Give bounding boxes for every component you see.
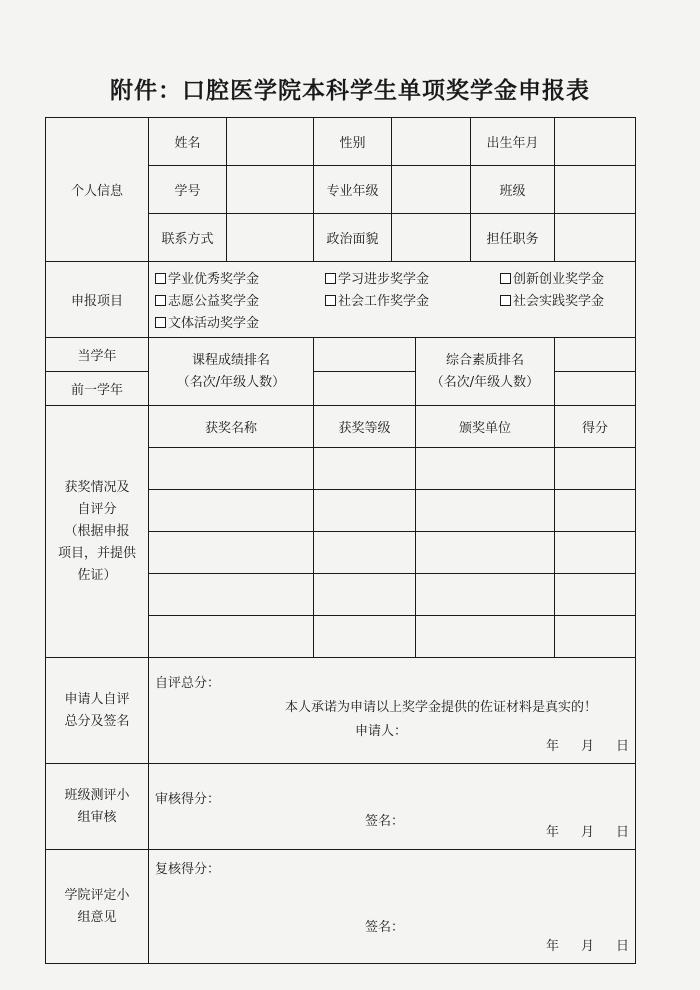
award-name-header: 获奖名称 bbox=[149, 406, 314, 448]
form-title: 附件：口腔医学院本科学生单项奖学金申报表 bbox=[110, 78, 590, 104]
major-grade-field[interactable] bbox=[392, 166, 471, 214]
projects-section-label: 申报项目 bbox=[46, 262, 149, 338]
gender-label: 性别 bbox=[314, 118, 392, 166]
class-field[interactable] bbox=[555, 166, 636, 214]
current-year-label: 当学年 bbox=[46, 338, 149, 372]
award-issuer-cell[interactable] bbox=[416, 448, 555, 490]
project-option[interactable] bbox=[155, 268, 325, 287]
applicant-section-label: 申请人自评 总分及签名 bbox=[46, 658, 149, 764]
project-option[interactable] bbox=[155, 290, 325, 309]
award-issuer-cell[interactable] bbox=[416, 574, 555, 616]
project-option-label: 学业优秀奖学金 bbox=[168, 272, 260, 287]
award-score-header: 得分 bbox=[555, 406, 636, 448]
award-name-cell[interactable] bbox=[149, 448, 314, 490]
checkbox-icon[interactable] bbox=[500, 295, 511, 306]
project-option-label: 创新创业奖学金 bbox=[513, 272, 605, 287]
award-score-cell[interactable] bbox=[555, 574, 636, 616]
award-name-cell[interactable] bbox=[149, 490, 314, 532]
project-option-label: 学习进步奖学金 bbox=[338, 272, 430, 287]
award-level-cell[interactable] bbox=[314, 448, 416, 490]
project-option[interactable] bbox=[500, 290, 629, 309]
college-review-section-label: 学院评定小 组意见 bbox=[46, 850, 149, 964]
college-review-sign-label[interactable]: 签名： bbox=[365, 920, 405, 935]
course-rank-current-field[interactable] bbox=[314, 338, 416, 372]
course-rank-prev-field[interactable] bbox=[314, 372, 416, 406]
class-review-sign-label[interactable]: 签名： bbox=[365, 814, 405, 829]
quality-rank-title: 综合素质排名 bbox=[445, 352, 524, 368]
college-review-date[interactable]: 年 月 日 bbox=[545, 939, 629, 954]
position-label: 担任职务 bbox=[471, 214, 555, 262]
contact-field[interactable] bbox=[227, 214, 314, 262]
awards-section-label: 获奖情况及 自评分 （根据申报 项目，并提供 佐证） bbox=[46, 406, 149, 658]
award-score-cell[interactable] bbox=[555, 448, 636, 490]
award-level-cell[interactable] bbox=[314, 490, 416, 532]
political-label: 政治面貌 bbox=[314, 214, 392, 262]
project-option-label: 文体活动奖学金 bbox=[168, 316, 260, 331]
project-option-label: 社会实践奖学金 bbox=[513, 294, 605, 309]
award-name-cell[interactable] bbox=[149, 616, 314, 658]
award-level-cell[interactable] bbox=[314, 616, 416, 658]
student-id-label: 学号 bbox=[149, 166, 227, 214]
checkbox-icon[interactable] bbox=[155, 273, 166, 284]
project-option[interactable] bbox=[325, 290, 500, 309]
quality-rank-current-field[interactable] bbox=[555, 338, 636, 372]
award-level-header: 获奖等级 bbox=[314, 406, 416, 448]
award-issuer-cell[interactable] bbox=[416, 532, 555, 574]
prev-year-label: 前一学年 bbox=[46, 372, 149, 406]
project-option[interactable] bbox=[155, 312, 325, 331]
project-option-label: 社会工作奖学金 bbox=[338, 294, 430, 309]
checkbox-icon[interactable] bbox=[155, 295, 166, 306]
name-label: 姓名 bbox=[149, 118, 227, 166]
applicant-date[interactable]: 年 月 日 bbox=[545, 739, 629, 754]
award-level-cell[interactable] bbox=[314, 532, 416, 574]
quality-rank-prev-field[interactable] bbox=[555, 372, 636, 406]
name-field[interactable] bbox=[227, 118, 314, 166]
checkbox-icon[interactable] bbox=[500, 273, 511, 284]
birth-field[interactable] bbox=[555, 118, 636, 166]
award-name-cell[interactable] bbox=[149, 574, 314, 616]
checkbox-icon[interactable] bbox=[325, 295, 336, 306]
class-review-section-label: 班级测评小 组审核 bbox=[46, 764, 149, 850]
award-level-cell[interactable] bbox=[314, 574, 416, 616]
student-id-field[interactable] bbox=[227, 166, 314, 214]
award-issuer-cell[interactable] bbox=[416, 616, 555, 658]
class-review-score-label: 审核得分： bbox=[155, 792, 221, 807]
award-score-cell[interactable] bbox=[555, 532, 636, 574]
applicant-block bbox=[155, 666, 629, 754]
class-review-date[interactable]: 年 月 日 bbox=[545, 825, 629, 840]
award-score-cell[interactable] bbox=[555, 616, 636, 658]
personal-info-section-label: 个人信息 bbox=[46, 118, 149, 262]
award-score-cell[interactable] bbox=[555, 490, 636, 532]
checkbox-icon[interactable] bbox=[325, 273, 336, 284]
project-checkbox-list bbox=[155, 265, 629, 334]
course-rank-label bbox=[149, 338, 314, 406]
course-rank-title: 课程成绩排名 bbox=[191, 352, 270, 368]
class-review-block bbox=[155, 772, 629, 840]
college-review-score-label: 复核得分： bbox=[155, 862, 221, 877]
position-field[interactable] bbox=[555, 214, 636, 262]
project-option[interactable] bbox=[325, 268, 500, 287]
quality-rank-subtitle: （名次/年级人数） bbox=[430, 374, 540, 390]
promise-statement: 本人承诺为申请以上奖学金提供的佐证材料是真实的！ bbox=[285, 700, 598, 715]
award-name-cell[interactable] bbox=[149, 532, 314, 574]
birth-label: 出生年月 bbox=[471, 118, 555, 166]
course-rank-subtitle: （名次/年级人数） bbox=[176, 374, 286, 390]
gender-field[interactable] bbox=[392, 118, 471, 166]
application-form-table bbox=[45, 117, 636, 964]
checkbox-icon[interactable] bbox=[155, 317, 166, 328]
project-option-label: 志愿公益奖学金 bbox=[168, 294, 260, 309]
quality-rank-label bbox=[416, 338, 555, 406]
award-issuer-header: 颁奖单位 bbox=[416, 406, 555, 448]
self-total-label: 自评总分： bbox=[155, 676, 221, 691]
contact-label: 联系方式 bbox=[149, 214, 227, 262]
award-issuer-cell[interactable] bbox=[416, 490, 555, 532]
college-review-block bbox=[155, 856, 629, 956]
political-field[interactable] bbox=[392, 214, 471, 262]
class-label: 班级 bbox=[471, 166, 555, 214]
major-grade-label: 专业年级 bbox=[314, 166, 392, 214]
project-option[interactable] bbox=[500, 268, 629, 287]
applicant-label[interactable]: 申请人： bbox=[355, 724, 408, 739]
